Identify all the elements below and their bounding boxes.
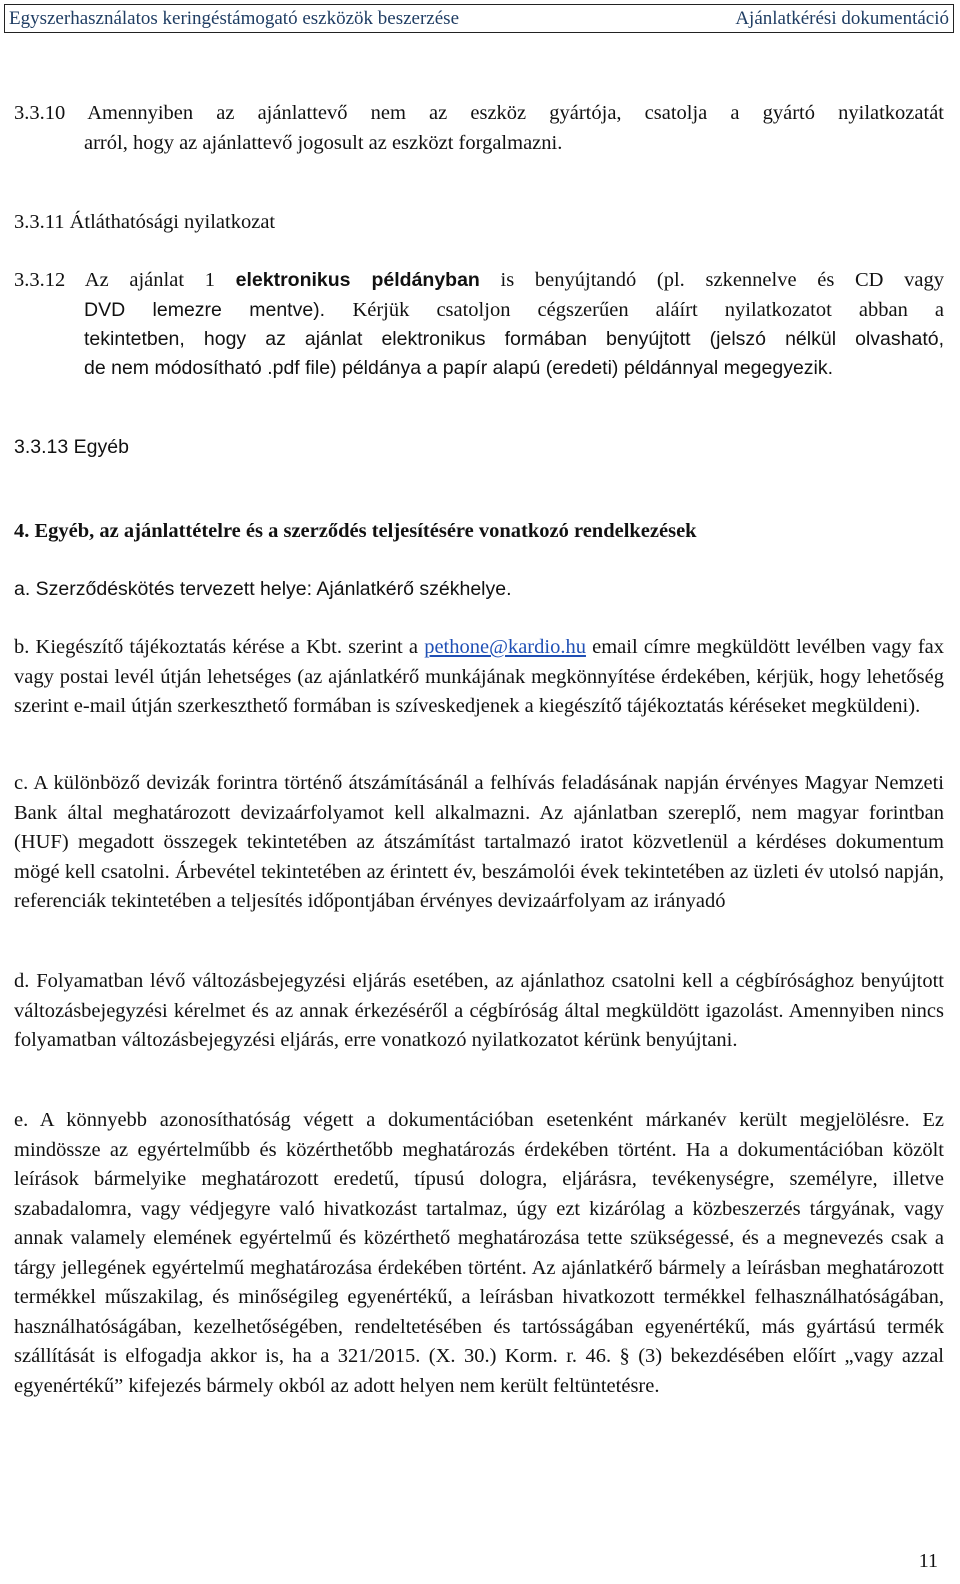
section-3-3-12-line1 [14,266,944,296]
section-4-b [14,633,944,722]
s3312-line2b: Kérjük csatoljon cégszerűen aláírt nyilatkozatot abban a [352,299,944,321]
page-number: 11 [918,1550,938,1572]
section-3-3-12-line3: tekintetben, hogy az ajánlat elektronikus formában benyújtott (jelszó nélkül olvasható, [84,328,944,350]
s3312-bold: elektronikus példányban [235,269,480,291]
s4b-post: email címre megküldött levélben vagy fax vagy postai levél útján lehetséges (az ajánlatkérő munkájának megkönnyítése érdekében, kérjük, hogy lehetőség szerint e-mail útján szerkeszthető formában is szíveskedjenek a kiegészítő tájékoztatás kéréseket megküldeni). [14,636,944,717]
s3312-post: is benyújtandó (pl. szkennelve és CD vagy [479,269,945,291]
section-3-3-12-line4: de nem módosítható .pdf file) példánya a papír alapú (eredeti) példánnyal megegyezik. [84,357,834,379]
section-3-3-10-line2: arról, hogy az ajánlattevő jogosult az eszközt forgalmazni. [84,132,563,154]
section-3-3-12-line2 [14,296,944,326]
header-doc-type: Ajánlatkérési dokumentáció [735,7,949,29]
s3312-pre: 3.3.12 Az ajánlat 1 [14,269,236,291]
section-4-heading: 4. Egyéb, az ajánlattételre és a szerződés teljesítésére vonatkozó rendelkezések [14,520,697,542]
section-4-a: a. Szerződéskötés tervezett helye: Ajánlatkérő székhelye. [14,578,512,600]
section-4-d: d. Folyamatban lévő változásbejegyzési eljárás esetében, az ajánlathoz csatolni kell a cégbírósághoz benyújtott változásbejegyzési kérelmet és az annak érkezéséről a cégbíróság által megküldött igazolást. Amennyiben nincs folyamatban változásbejegyzési eljárás, erre vonatkozó nyilatkozatot kérünk benyújtani. [14,970,944,1051]
email-link[interactable]: pethone@kardio.hu [424,636,586,658]
section-3-3-10-line1: 3.3.10 Amennyiben az ajánlattevő nem az eszköz gyártója, csatolja a gyártó nyilatkozatát [14,102,944,124]
section-4-c: c. A különböző devizák forintra történő átszámításánál a felhívás feladásának napján érvényes Magyar Nemzeti Bank által meghatározott devizaárfolyamot kell alkalmazni. Az ajánlatban szereplő, nem magyar forintban (HUF) megadott összegek tekintetében az átszámítást tartalmazó iratot közvetlenül a kérdéses dokumentum mögé kell csatolni. Árbevétel tekintetében az érintett év, beszámolói évek tekintetében az üzleti év utolsó napján, referenciák tekintetében a teljesítés időpontjában érvényes devizaárfolyam az irányadó [14,772,944,912]
section-4-e: e. A könnyebb azonosíthatóság végett a dokumentációban esetenként márkanév került megjelölésre. Ez mindössze az egyértelműbb és közérthetőbb meghatározás érdekében történt. Ha a dokumentációban közölt leírások bármelyike meghatározott eredetű, típusú dologra, eljárásra, tevékenységre, személyre, illetve szabadalomra, vagy védjegyre való hivatkozást tartalmaz, úgy ezt kizárólag a közbeszerzés tárgyának, vagy annak valamely elemének egyértelmű és közérthető meghatározása tette szükségessé, és a megnevezés csak a tárgy jellegének egyértelmű meghatározása érdekében történt. Az ajánlatkérő bármely a leírásban meghatározott termékkel műszakilag, és minőségileg egyenértékű, a leírásban hivatkozott termékkel felhasználhatóságában, használhatóságában, kezelhetőségében, rendeltetésében és tartósságában egyenértékű, más gyártású termék szállítását is elfogadja akkor is, ha a 321/2015. (X. 30.) Korm. r. 46. § (3) bekezdésében előírt „vagy azzal egyenértékű” kifejezés bármely okból az adott helyen nem került feltüntetésre. [14,1109,944,1397]
section-3-3-13: 3.3.13 Egyéb [14,436,129,458]
section-3-3-11: 3.3.11 Átláthatósági nyilatkozat [14,211,276,233]
header-title: Egyszerhasználatos keringéstámogató eszközök beszerzése [9,7,459,29]
s4b-pre: b. Kiegészítő tájékoztatás kérése a Kbt. szerint a [14,636,425,658]
page-header [4,4,954,33]
s3312-line2a: DVD lemezre mentve). [84,299,353,321]
